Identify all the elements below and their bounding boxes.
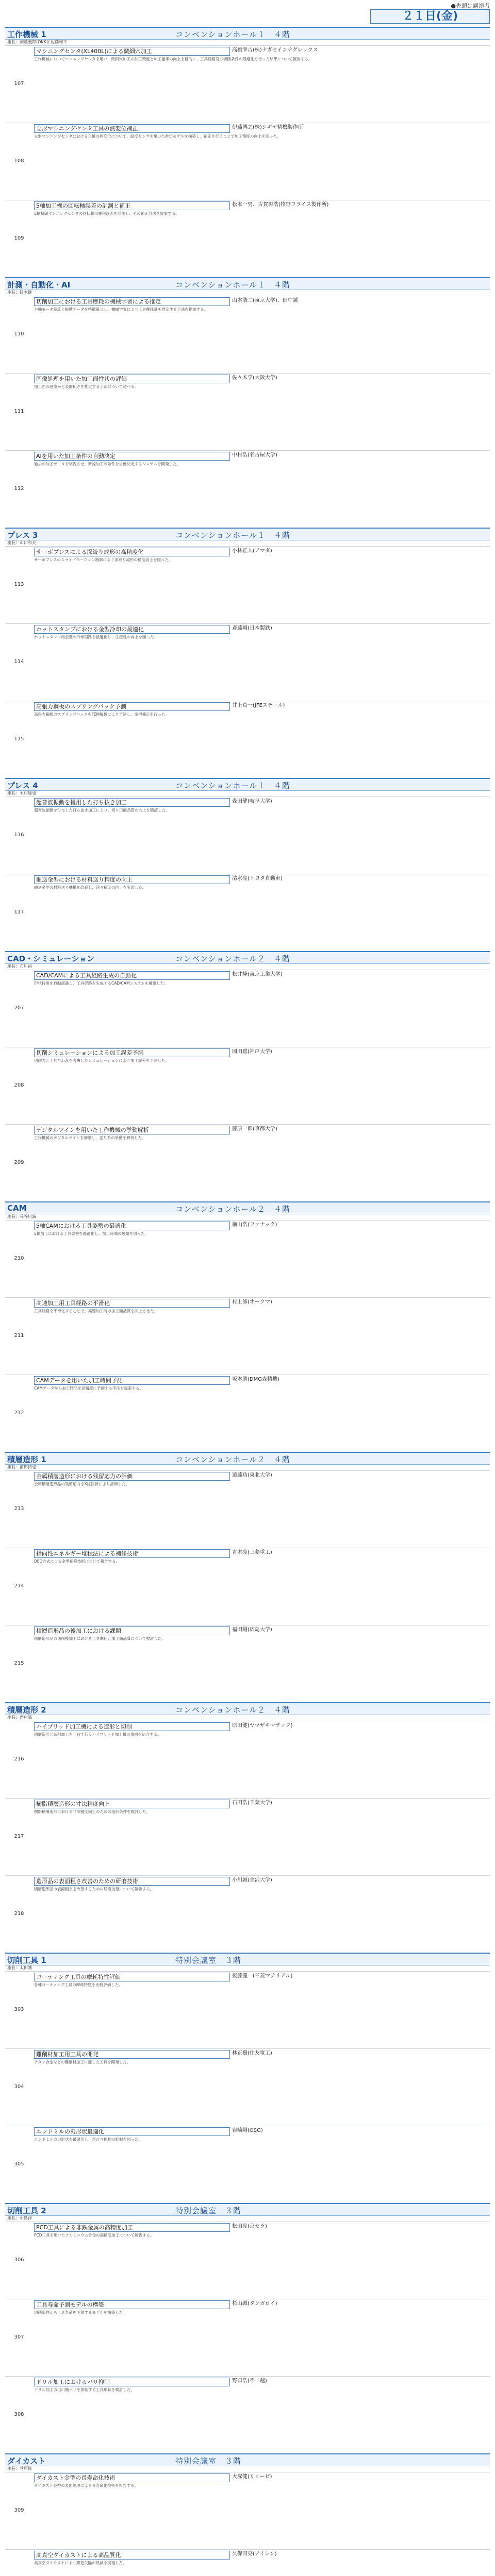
category-name: 積層造形 1 (7, 1455, 46, 1464)
session-author: 小川誠(金沢大学) (232, 1877, 272, 1883)
session-title: 難削材加工用工具の開発 (34, 2050, 230, 2059)
category-chair: 座長：菅原修 (7, 2466, 32, 2471)
session-number: 109 (14, 235, 24, 241)
session-number: 305 (14, 2161, 24, 2167)
session-number: 307 (14, 2334, 24, 2340)
session-number: 303 (14, 2007, 24, 2012)
session-abstract: 樹脂積層造形における寸法精度向上のための造形条件を検討した。 (34, 1809, 150, 1814)
session-abstract: 高真空ダイカストにより鋳造欠陥の低減を実現した。 (34, 2561, 127, 2565)
session-title: マシニングセンタ(XL400L)による微細穴加工 (34, 47, 230, 56)
session-title: 順送金型における材料送り精度の向上 (34, 875, 230, 884)
session-number: 216 (14, 1756, 24, 1762)
session-abstract: 切削条件から工具寿命を予測するモデルを構築した。 (34, 2310, 127, 2315)
session-number: 218 (14, 1911, 24, 1917)
session-abstract: DED方式による金型補修技術について報告する。 (34, 1559, 120, 1564)
category-header (5, 2203, 490, 2216)
session-abstract: 工具経路を平滑化することで、高速加工時の加工面品質を向上させた。 (34, 1309, 158, 1313)
session-abstract: ダイカスト金型の表面処理による長寿命化技術を報告する。 (34, 2483, 139, 2488)
category-chair: 座長：中島洋 (7, 2216, 32, 2221)
session-number: 115 (14, 736, 24, 742)
category-header (5, 277, 490, 290)
session-title: ダイカスト金型の長寿命化技術 (34, 2473, 230, 2482)
session-abstract: 立形マシニングセンタにおける主軸の熱変位について、温度センサを用いた推定モデルを構築し、補正を行うことで加工精度の向上を図った。 (34, 134, 281, 139)
session-author: 野口浩(不二越) (232, 2378, 267, 2384)
category-room: コンベンションホール１ ４階 (175, 30, 291, 39)
session-title: デジタルツインを用いた工作機械の挙動解析 (34, 1126, 230, 1134)
session-author: 中村浩(名古屋大学) (232, 452, 277, 458)
session-author: 原田健(ヤマザキマザック) (232, 1723, 293, 1728)
category-header (5, 1702, 490, 1715)
session-number: 212 (14, 1410, 24, 1416)
session-title: 画像処理を用いた加工面性状の評価 (34, 375, 230, 383)
session-title: 造形品の表面粗さ改善のための研磨技術 (34, 1877, 230, 1886)
session-abstract: 主軸モータ電流と振動データを特徴量とし、機械学習により工具摩耗量を推定する手法を提案する。 (34, 307, 208, 312)
session-author: 森田健(岐阜大学) (232, 799, 272, 804)
session-author: 遠藤功(東北大学) (232, 1472, 272, 1478)
session-author: 岩崎剛(OSG) (232, 2128, 263, 2133)
category-chair: 座長：西村誠 (7, 1715, 32, 1720)
row-divider (5, 1798, 490, 1799)
category-room: コンベンションホール２ ４階 (175, 954, 291, 963)
session-author: 岡田聡(神戸大学) (232, 1049, 272, 1055)
session-number: 114 (14, 659, 24, 665)
session-number: 309 (14, 2507, 24, 2513)
category-room: コンベンションホール１ ４階 (175, 781, 291, 790)
session-author: 横山浩(ファナック) (232, 1222, 277, 1228)
session-title: 工具寿命予測モデルの構築 (34, 2300, 230, 2309)
session-number: 209 (14, 1160, 24, 1165)
category-header (5, 951, 490, 964)
session-abstract: 各種コーティング工具の摩耗特性を比較評価した。 (34, 1982, 123, 1987)
session-number: 306 (14, 2257, 24, 2263)
session-author: 井上真一(JFEスチール) (232, 703, 285, 708)
session-abstract: 積層造形品の表面粗さを改善するための研磨技術について報告する。 (34, 1887, 154, 1891)
session-title: CAD/CAMによる工具経路生成の自動化 (34, 971, 230, 980)
session-abstract: 高張力鋼板のスプリングバックをFEM解析により予測し、金型補正を行った。 (34, 712, 170, 717)
session-abstract: 積層造形品の切削後加工における工具摩耗と加工面品質について検討した。 (34, 1636, 166, 1641)
category-name: 切削工具 2 (7, 2206, 46, 2215)
session-abstract: 加工面の画像から表面粗さを推定する手法について述べる。 (34, 384, 139, 389)
session-number: 308 (14, 2412, 24, 2417)
session-title: 切削シミュレーションによる加工誤差予測 (34, 1048, 230, 1057)
session-number: 108 (14, 158, 24, 164)
category-name: プレス 4 (7, 781, 38, 790)
session-title: CAMデータを用いた加工時間予測 (34, 1376, 230, 1385)
row-divider (5, 373, 490, 374)
row-divider (5, 2376, 490, 2377)
category-header (5, 528, 490, 540)
session-number: 117 (14, 909, 24, 915)
session-author: 斎藤剛(日本製鉄) (232, 625, 272, 631)
session-title: サーボプレスによる深絞り成形の高精度化 (34, 548, 230, 556)
category-room: コンベンションホール２ ４階 (175, 1205, 291, 1214)
category-room: 特別会議室 ３階 (175, 1956, 242, 1965)
session-author: 坂本勝(DMG森精機) (232, 1377, 279, 1382)
category-name: CAM (7, 1204, 27, 1213)
row-divider (5, 2549, 490, 2550)
row-divider (5, 45, 490, 46)
category-room: コンベンションホール２ ４階 (175, 1455, 291, 1464)
session-abstract: ドリル加工の出口側バリを抑制する工具形状を検討した。 (34, 2387, 135, 2392)
speaker-note: ●先頭は講演者 (451, 3, 490, 9)
session-author: 高橋幸吉(株)ナガセインテグレックス (232, 47, 318, 53)
session-abstract: エンドミルの刃形状を最適化し、びびり振動の抑制を図った。 (34, 2137, 142, 2142)
row-divider (5, 796, 490, 797)
category-header (5, 27, 490, 40)
category-chair: 座長：太田誠 (7, 1965, 32, 1970)
session-title: 5軸CAMにおける工具姿勢の最適化 (34, 1222, 230, 1230)
session-abstract: 5軸加工における工具姿勢を最適化し、加工時間の短縮を図った。 (34, 1231, 149, 1236)
session-number: 217 (14, 1834, 24, 1839)
row-divider (5, 1470, 490, 1471)
session-title: ドリル加工におけるバリ抑制 (34, 2378, 230, 2386)
session-abstract: 順送金型の材料送り機構を改良し、送り精度の向上を実現した。 (34, 885, 146, 890)
session-author: 石田浩(千葉大学) (232, 1800, 272, 1806)
session-title: 高速加工用工具経路の平滑化 (34, 1299, 230, 1308)
category-chair: 座長：加藤義郎(OKK)/ 佐藤雅幸 (7, 40, 68, 44)
category-chair: 座長：石川裕 (7, 964, 32, 969)
session-abstract: 過去の加工データを学習させ、新規加工の条件を自動決定するシステムを開発した。 (34, 462, 181, 466)
session-abstract: 超音波振動を付与した打ち抜き加工により、切り口面品質の向上を確認した。 (34, 808, 170, 812)
session-number: 207 (14, 1005, 24, 1011)
session-title: PCD工具による非鉄金属の高精度加工 (34, 2223, 230, 2232)
session-abstract: 切削力と工具たわみを考慮したシミュレーションにより加工誤差を予測した。 (34, 1058, 170, 1063)
session-title: 5軸加工機の回転軸誤差の計測と補正 (34, 201, 230, 210)
session-title: 超音波振動を援用した打ち抜き加工 (34, 798, 230, 807)
category-room: コンベンションホール１ ４階 (175, 531, 291, 540)
session-abstract: PCD工具を用いたアルミニウム合金の高精度加工について報告する。 (34, 2233, 154, 2238)
session-number: 107 (14, 81, 24, 87)
category-header (5, 1953, 490, 1965)
session-title: 指向性エネルギー堆積法による補修技術 (34, 1549, 230, 1558)
session-author: 福田剛(広島大学) (232, 1627, 272, 1633)
session-abstract: 金属積層造形品の残留応力をX線回折により評価した。 (34, 1482, 130, 1486)
session-title: 切削加工における工具摩耗の機械学習による推定 (34, 297, 230, 306)
session-number: 111 (14, 409, 24, 414)
session-title: ホットスタンプにおける金型冷却の最適化 (34, 625, 230, 634)
session-title: コーティング工具の摩耗特性評価 (34, 1973, 230, 1981)
category-name: ダイカスト (7, 2456, 46, 2466)
row-divider (5, 1971, 490, 1972)
row-divider (5, 623, 490, 624)
session-author: 松本一男、古賀彰浩(牧野フライス製作所) (232, 202, 329, 208)
session-author: 林正樹(住友電工) (232, 2050, 272, 2056)
category-name: プレス 3 (7, 531, 38, 540)
session-number: 213 (14, 1506, 24, 1512)
session-number: 112 (14, 486, 24, 492)
session-author: 大塚健(リョービ) (232, 2474, 272, 2480)
category-name: 工作機械 1 (7, 30, 46, 39)
session-title: AIを用いた加工条件の自動決定 (34, 452, 230, 461)
category-chair: 座長：木村達也 (7, 791, 36, 795)
category-chair: 座長：前田拓也 (7, 1465, 36, 1469)
session-author: 後藤健一(三菱マテリアル) (232, 1973, 293, 1979)
category-room: 特別会議室 ３階 (175, 2456, 242, 2466)
row-divider (5, 1220, 490, 1221)
session-title: 立形マシニングセンタ工具の熱変位補正 (34, 124, 230, 133)
category-header (5, 2453, 490, 2466)
row-divider (5, 1124, 490, 1125)
session-abstract: 工作機械においてマシニングセンタを用い、微細穴加工の加工精度と加工能率の向上を目的に、工具経路及び切削条件の最適化を行った結果について報告する。 (34, 57, 312, 61)
session-abstract: 工作機械のデジタルツインを構築し、送り系の挙動を解析した。 (34, 1136, 146, 1140)
session-number: 116 (14, 832, 24, 838)
category-header (5, 1452, 490, 1465)
category-room: コンベンションホール１ ４階 (175, 280, 291, 290)
row-divider (5, 1875, 490, 1876)
session-number: 304 (14, 2084, 24, 2090)
category-name: 計測・自動化・AI (7, 280, 71, 290)
session-author: 清水亮(トヨタ自動車) (232, 876, 283, 882)
category-name: 切削工具 1 (7, 1956, 46, 1965)
session-number: 110 (14, 331, 24, 337)
session-number: 211 (14, 1333, 24, 1338)
session-author: 青木亮(三菱重工) (232, 1550, 272, 1555)
session-author: 杉山誠(タンガロイ) (232, 2301, 277, 2307)
category-chair: 座長：鈴木健一 (7, 290, 36, 295)
session-abstract: 形状特徴を自動認識し、工具経路を生成するCAD/CAMシステムを構築した。 (34, 981, 168, 986)
row-divider (5, 2048, 490, 2049)
session-abstract: サーボプレスのスライドモーション制御により深絞り成形の精度向上を図った。 (34, 557, 173, 562)
session-title: 金属積層造形における残留応力の評価 (34, 1472, 230, 1481)
row-divider (5, 450, 490, 451)
category-room: 特別会議室 ３階 (175, 2206, 242, 2215)
session-author: 松田亮(京セラ) (232, 2224, 267, 2229)
category-room: コンベンションホール２ ４階 (175, 1705, 291, 1715)
session-abstract: 積層造形と切削加工を一台で行うハイブリッド加工機の事例を紹介する。 (34, 1732, 161, 1737)
session-author: 藤原一郎(京都大学) (232, 1126, 277, 1132)
category-name: CAD・シミュレーション (7, 954, 95, 963)
session-title: 高張力鋼板のスプリングバック予測 (34, 702, 230, 711)
session-title: エンドミルの刃形状最適化 (34, 2127, 230, 2136)
session-author: 村上修(オークマ) (232, 1299, 272, 1305)
row-divider (5, 546, 490, 547)
session-title: 積層造形品の後加工における課題 (34, 1626, 230, 1635)
session-title: ハイブリッド加工機による造形と切削 (34, 1722, 230, 1731)
session-author: 佐々木学(大阪大学) (232, 375, 277, 381)
session-author: 小林正人(アマダ) (232, 548, 272, 554)
category-header (5, 1201, 490, 1214)
session-number: 113 (14, 582, 24, 587)
category-name: 積層造形 2 (7, 1705, 46, 1715)
session-abstract: ホットスタンプ用金型の冷却回路を最適化し、生産性の向上を図った。 (34, 635, 158, 639)
category-header (5, 778, 490, 791)
session-number: 210 (14, 1256, 24, 1261)
session-number: 215 (14, 1660, 24, 1666)
session-abstract: チタン合金などの難削材加工に適した工具を開発した。 (34, 2060, 131, 2064)
category-chair: 座長：長谷川誠 (7, 1214, 36, 1219)
session-title: 高真空ダイカストによる高品質化 (34, 2551, 230, 2560)
session-author: 久保田亮(アイシン) (232, 2551, 277, 2557)
session-author: 松井隆(東京工業大学) (232, 972, 283, 977)
row-divider (5, 1297, 490, 1298)
session-author: 伊藤博之(株)シギヤ精機製作所 (232, 125, 303, 130)
session-author: 山本浩二(東京大学)、田中誠 (232, 298, 298, 303)
session-title: 樹脂積層造形の寸法精度向上 (34, 1800, 230, 1808)
session-number: 214 (14, 1583, 24, 1589)
session-number: 208 (14, 1082, 24, 1088)
session-abstract: 5軸制御マシニングセンタの回転軸の幾何誤差を計測し、その補正方法を提案する。 (34, 211, 179, 216)
date-header: ２１日(金) (370, 9, 490, 24)
session-abstract: CAMデータから加工時間を高精度に予測する手法を提案する。 (34, 1386, 143, 1391)
category-chair: 座長：山口和夫 (7, 540, 36, 545)
